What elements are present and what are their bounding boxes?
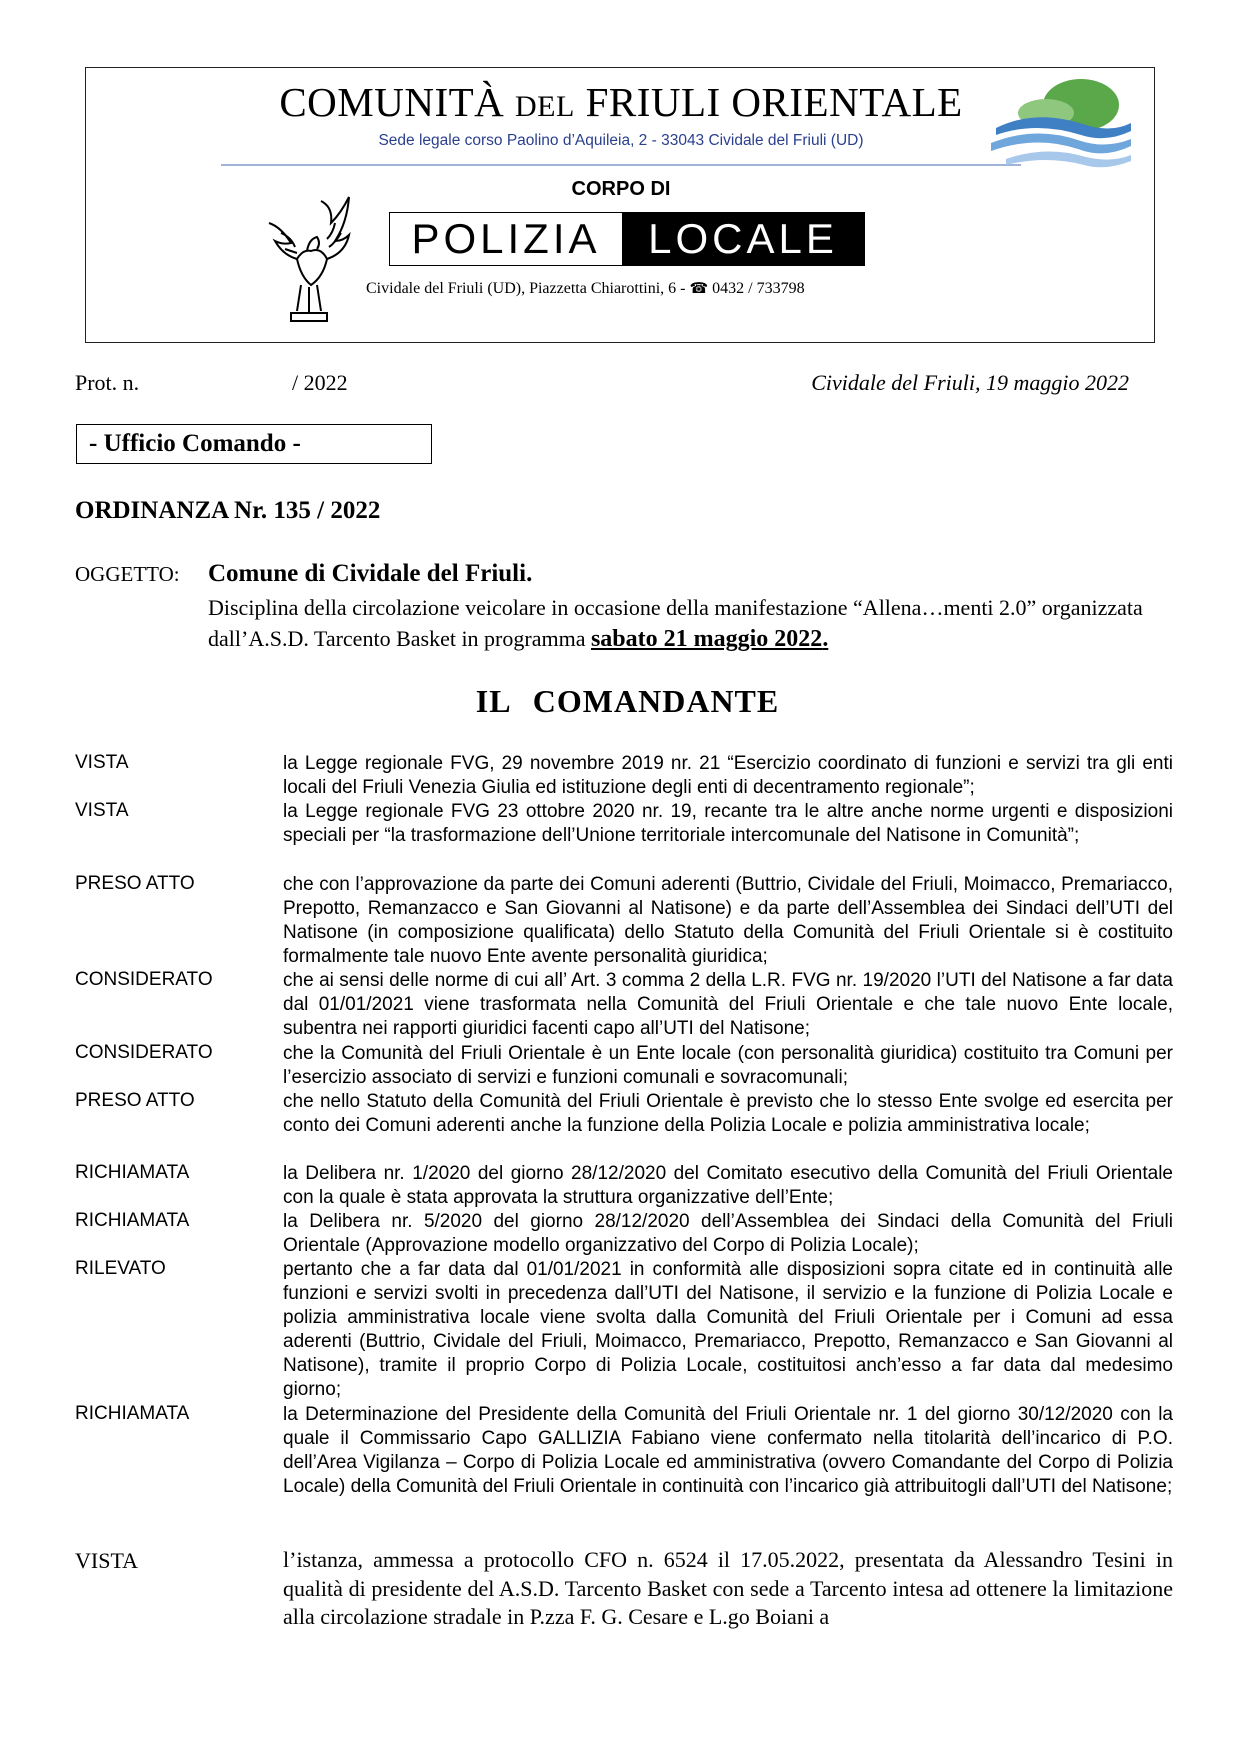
document-date: Cividale del Friuli, 19 maggio 2022 [811,370,1129,395]
recital-text: che con l’approvazione da parte dei Comuni aderenti (Buttrio, Cividale del Friuli, Moimacco, Premariacco, Prepotto, Remanzacco e San Giovanni al Natisone) e da parte dell’Assemblea dei Sindaci dell’UTI del Natisone (in composizione qualificata) dello Statuto della Comunità del Friuli Orientale si è costituito formalmente tale nuovo Ente avente personalità giuridica; [283,874,1173,967]
protocol-label: Prot. n. [75,370,140,395]
recital-text: che la Comunità del Friuli Orientale è un Ente locale (con personalità giuridica) costituito tra Comuni per l’esercizio associato di servizi e funzioni comunali e sovracomunali; [283,1043,1173,1088]
recital-text: che nello Statuto della Comunità del Friuli Orientale è previsto che lo stesso Ente svolge ed esercita per conto dei Comuni aderenti anche la funzione della Polizia Locale e polizia amministrativa locale; [283,1091,1173,1136]
polizia-text: POLIZIA [411,215,601,262]
recital-label: CONSIDERATO [75,969,213,990]
recital-label: CONSIDERATO [75,1042,213,1063]
recital-label: RICHIAMATA [75,1403,190,1424]
recital-text: che ai sensi delle norme di cui all’ Art. 3 comma 2 della L.R. FVG nr. 19/2020 l’UTI del Natisone a far data dal 01/01/2021 viene trasformata nella Comunità del Friuli Orientale e che tale nuovo Ente locale, subentra nei rapporti giuridici facenti capo all’UTI del Natisone; [283,970,1173,1039]
subject-text: Disciplina della circolazione veicolare in occasione della manifestazione “Allena…menti 2.0” organizzata dall’A.S.D. Tarcento Basket in programma sabato 21 maggio 2022. [208,595,1143,652]
organization-title: COMUNITÀ DEL FRIULI ORIENTALE [279,79,963,125]
corps-label: CORPO DI [571,178,671,200]
event-date: sabato 21 maggio 2022 [590,626,823,652]
recital-label: VISTA [75,752,129,773]
eagle-emblem-icon [261,193,356,323]
recital-label: RILEVATO [75,1258,166,1279]
polizia-locale-logo [389,212,865,266]
recital-label: PRESO ATTO [75,873,195,894]
recital-text: la Determinazione del Presidente della Comunità del Friuli Orientale nr. 1 del giorno 30/12/2020 con la quale il Commissario Capo GALLIZIA Fabiano viene confermato nella titolarità dell’incarico di P.O. dell’Area Vigilanza – Corpo di Polizia Locale ed amministrativa (ovvero Comandante del Corpo di Polizia Locale) della Comunità del Friuli Orientale in continuità con l’incarico già attribuitogli dall’UTI del Natisone; [283,1404,1173,1497]
recital-text: la Legge regionale FVG 23 ottobre 2020 nr. 19, recante tra le altre anche norme urgenti e disposizioni speciali per “la trasformazione dell’Unione territoriale intercomunale del Natisone in Comunità”; [283,801,1173,846]
community-logo-icon [986,73,1136,173]
recital-label: RICHIAMATA [75,1162,190,1183]
recital-label: PRESO ATTO [75,1090,195,1111]
recital-text: la Legge regionale FVG, 29 novembre 2019 nr. 21 “Esercizio coordinato di funzioni e servizi tra gli enti locali del Friuli Venezia Giulia ed istituzione degli enti di decentramento regionale”; [283,753,1173,798]
recital-label: RICHIAMATA [75,1210,190,1231]
section-heading: IL COMANDANTE [475,683,780,719]
letterhead [85,67,1155,343]
organization-address: Sede legale corso Paolino d’Aquileia, 2 - 33043 Cividale del Friuli (UD) [378,132,864,149]
ordinance-number: ORDINANZA Nr. 135 / 2022 [75,497,381,524]
telephone-icon: ☎ [689,281,709,297]
polizia-address: Cividale del Friuli (UD), Piazzetta Chiarottini, 6 - ☎ 0432 / 733798 [366,280,805,297]
subject-title: Comune di Cividale del Friuli. [208,560,533,587]
header-divider [221,164,1021,166]
protocol-year: / 2022 [292,370,348,395]
recital-text: la Delibera nr. 5/2020 del giorno 28/12/2020 dell’Assemblea dei Sindaci della Comunità del Friuli Orientale (Approvazione modello organizzativo del Corpo di Polizia Locale); [283,1211,1173,1256]
recital-label: VISTA [75,1548,139,1573]
recital-label: VISTA [75,800,129,821]
recital-text: pertanto che a far data dal 01/01/2021 in conformità alle disposizioni sopra citate ed in continuità alle funzioni e servizi svolti in precedenza dall’UTI del Natisone, il servizio e la funzione di Polizia Locale e polizia amministrativa locale viene svolta dalla Comunità del Friuli Orientale per i Comuni ad essa aderenti (Buttrio, Cividale del Friuli, Moimacco, Premariacco, Prepotto, Remanzacco e San Giovanni al Natisone), tramite il proprio Corpo di Polizia Locale, costituitosi anch’esso a far data dal medesimo giorno; [283,1259,1173,1400]
office-box: - Ufficio Comando - [76,424,432,464]
locale-text: LOCALE [622,213,864,265]
recital-text: l’istanza, ammessa a protocollo CFO n. 6524 il 17.05.2022, presentata da Alessandro Tesini in qualità di presidente del A.S.D. Tarcento Basket con sede a Tarcento intesa ad ottenere la limitazione alla circolazione stradale in P.zza F. G. Cesare e L.go Boiani a [283,1547,1173,1629]
recital-text: la Delibera nr. 1/2020 del giorno 28/12/2020 del Comitato esecutivo della Comunità del Friuli Orientale con la quale è stata approvata la struttura organizzative dell’Ente; [283,1163,1173,1208]
subject-label: OGGETTO: [75,562,180,586]
